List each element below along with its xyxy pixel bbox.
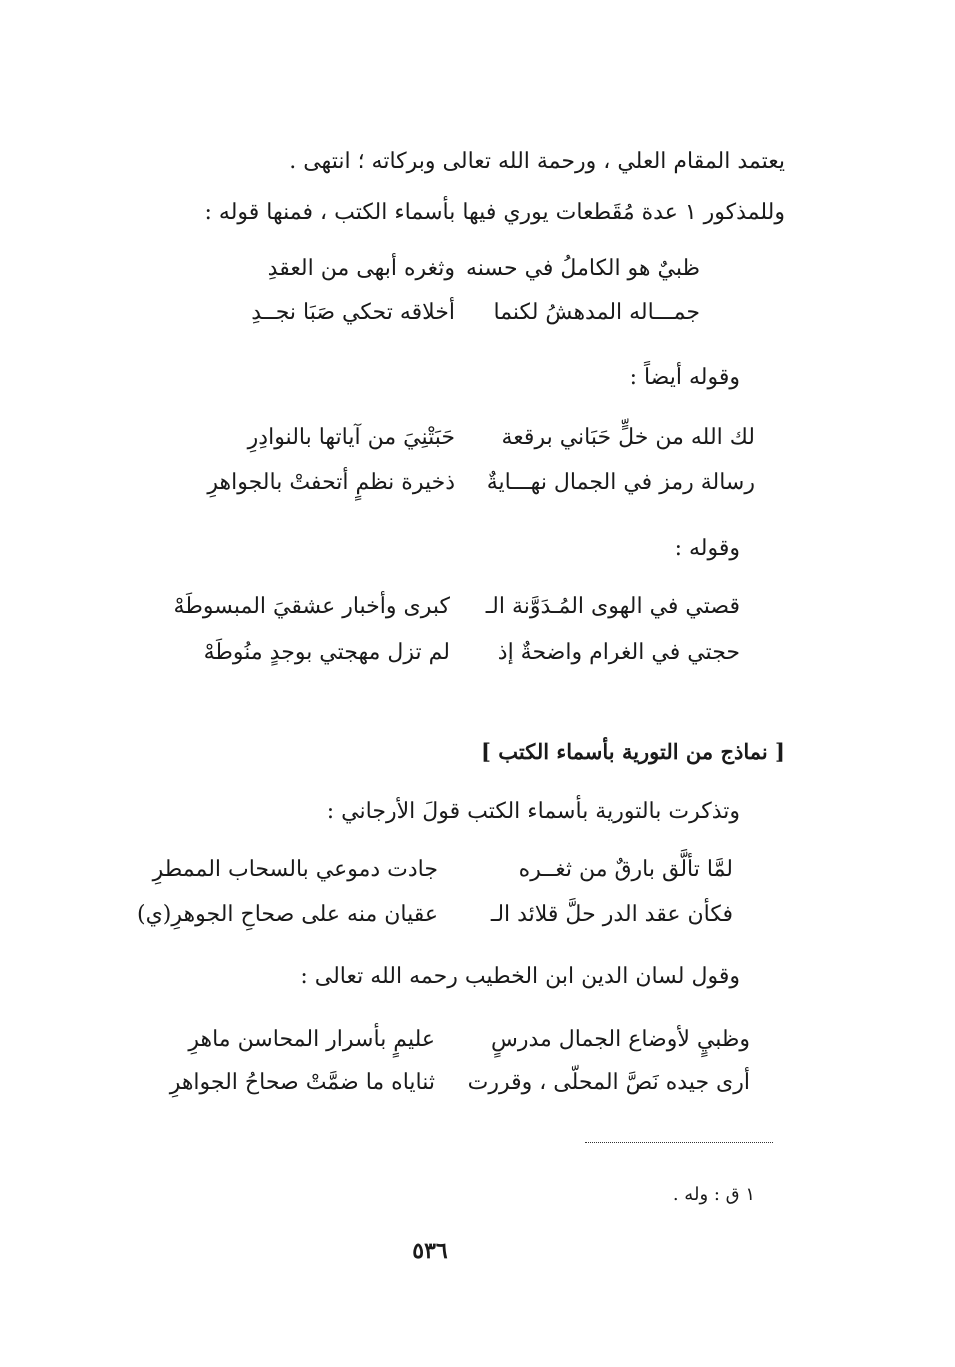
hemistich-right: حجتي في الغرام واضحةٌ إذ	[497, 640, 740, 665]
section-heading: [ نماذج من التورية بأسماء الكتب ]	[481, 739, 785, 764]
hemistich-left: ذخيرة نظمٍ أتحفتْ بالجواهرِ	[207, 470, 455, 495]
verse-line	[248, 423, 755, 453]
hemistich-left: عليمٍ بأسرار المحاسن ماهرِ	[188, 1027, 435, 1052]
prose-line: يعتمد المقام العلي ، ورحمة الله تعالى وبركاته ؛ انتهى .	[289, 149, 785, 174]
verse-line	[204, 638, 740, 668]
hemistich-left: لم تزل مهجتي بوجدٍ منُوطَهْ	[203, 640, 450, 665]
hemistich-right: جمـــاله المدهشُ لكنما	[493, 300, 700, 325]
prose-line: وقوله أيضاً :	[629, 365, 740, 390]
verse-line	[137, 900, 733, 930]
hemistich-left: أخلاقه تحكي صَبَا نجــدِ	[251, 300, 455, 325]
hemistich-left: ثناياه ما ضمَّتْ صحاحُ الجواهرِ	[169, 1070, 435, 1095]
verse-line	[188, 1025, 750, 1055]
page-number: ٥٣٦	[412, 1238, 448, 1264]
hemistich-right: رسالة رمز في الجمال نهـــايةٌ	[486, 470, 755, 495]
hemistich-right: قصتي في الهوى المُـدَوَّنة الـ	[485, 594, 740, 619]
verse-line	[174, 592, 740, 622]
hemistich-left: عقيان منه على صحاحِ الجوهرِ(ي)	[137, 902, 438, 927]
footnote-divider	[585, 1142, 773, 1143]
hemistich-right: أرى جيده نَصَّ المحلّى ، وقررت	[467, 1070, 750, 1095]
prose-line: وقوله :	[674, 536, 740, 561]
footnote: ١ ق : وله .	[672, 1184, 755, 1205]
hemistich-left: جادت دموعي بالسحاب الممطرِ	[152, 857, 438, 882]
verse-line	[207, 468, 755, 498]
hemistich-left: حَبَتْنِيَ من آياتها بالنوادِرِ	[247, 425, 455, 450]
hemistich-right: فكأن عقد الدر حلَّ قلائد الـ	[490, 902, 733, 927]
prose-line: وللمذكور ١ عدة مُقَطعات يوري فيها بأسماء الكتب ، فمنها قوله :	[204, 200, 785, 225]
prose-line: وتذكرت بالتورية بأسماء الكتب قولَ الأرجاني :	[326, 799, 740, 824]
verse-line	[268, 254, 700, 284]
verse-line	[251, 298, 700, 328]
hemistich-right: ظبيٌ هو الكاملُ في حسنه	[465, 256, 700, 281]
hemistich-left: وثغره أبهى من العقدِ	[267, 256, 455, 281]
verse-line	[153, 855, 733, 885]
verse-line	[170, 1068, 750, 1098]
hemistich-right: وظبيٍ لأوضاع الجمال مدرسٍ	[490, 1027, 750, 1052]
prose-line: وقول لسان الدين ابن الخطيب رحمه الله تعالى :	[300, 964, 740, 989]
hemistich-right: لك الله من خلٍّ حَبَاني برقعة	[501, 425, 755, 450]
hemistich-right: لمَّا تألَّق بارقٌ من ثغــره	[518, 857, 733, 882]
hemistich-left: كبرى وأخبار عشقيَ المبسوطَهْ	[173, 594, 450, 619]
